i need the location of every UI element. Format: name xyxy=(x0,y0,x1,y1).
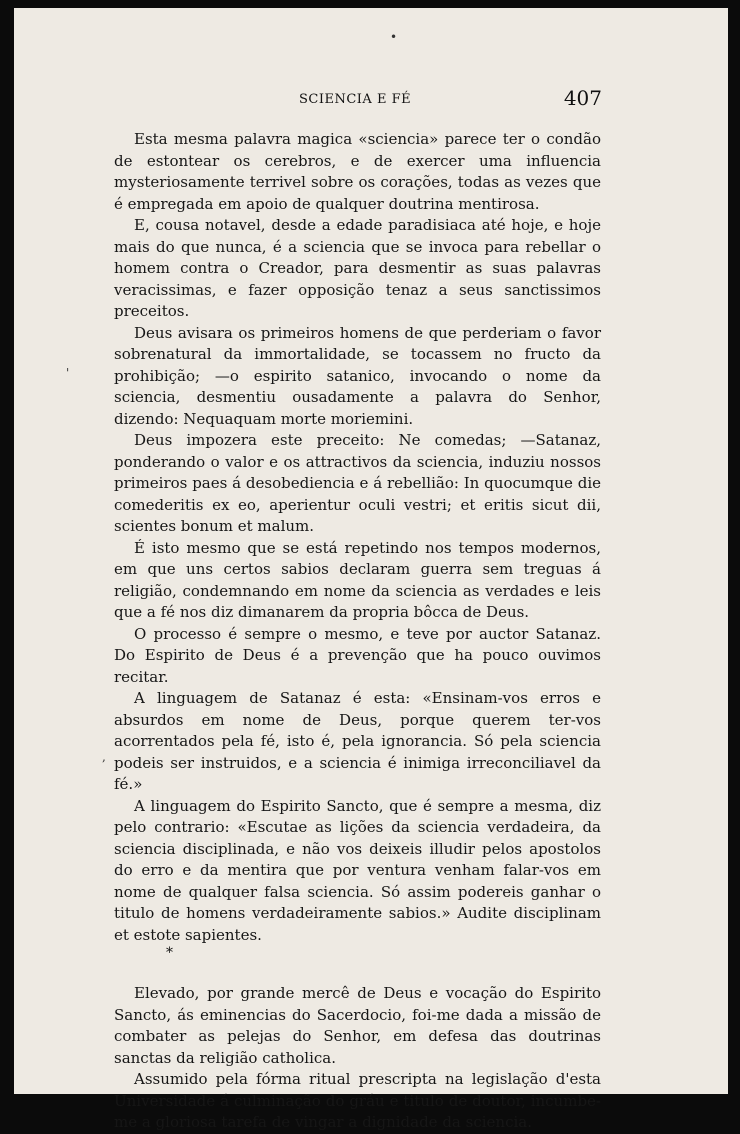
margin-mark: ' xyxy=(66,366,70,380)
running-title: SCIENCIA E FÉ xyxy=(299,92,412,107)
paragraph: É isto mesmo que se está repetindo nos tempos modernos, em que uns certos sabios declaram guerra sem treguas á religião, condemnando em nome da sciencia as verdades e leis que a fé nos diz dimanarem da propria bôcca de Deus. xyxy=(114,538,601,621)
margin-mark: , xyxy=(102,750,106,764)
section-break xyxy=(114,946,601,983)
paragraph: Esta mesma palavra magica «sciencia» parece ter o condão de estontear os cerebros, e de exercer uma influencia mysteriosamente terrivel sobre os corações, todas as vezes que é empregada em apoio de qualquer doutrina mentirosa. xyxy=(114,130,601,213)
paragraph: Elevado, por grande mercê de Deus e vocação do Espirito Sancto, ás eminencias do Sacerdocio, foi-me dada a missão de combater as pelejas do Senhor, em defesa das doutrinas sanctas da religião catholica. xyxy=(114,984,601,1067)
paragraph: O processo é sempre o mesmo, e teve por auctor Satanaz. Do Espirito de Deus é a prevenção que ha pouco ouvimos recitar. xyxy=(114,624,601,686)
paragraph: A linguagem do Espirito Sancto, que é sempre a mesma, diz pelo contrario: «Escutae as lições da sciencia verdadeira, da sciencia disciplinada, e não vos deixeis illudir pelos apostolos do erro e da mentira que por ventura venham falar-vos em nome de qualquer falsa sciencia. Só assim podereis ganhar o titulo de homens verdadeiramente sabios.» Audite disciplinam et estote sapientes. xyxy=(114,796,601,944)
paragraph: E, cousa notavel, desde a edade paradisiaca até hoje, e hoje mais do que nunca, é a sciencia que se invoca para rebellar o homem contra o Creador, para desmentir as suas palavras veracissimas, e fazer opposição tenaz a seus sanctissimos preceitos. xyxy=(114,216,601,320)
paragraph: Deus impozera este preceito: Ne comedas; —Satanaz, ponderando o valor e os attractivos da sciencia, induziu nossos primeiros paes á desobediencia e á rebellião: In quocumque die comederitis ex eo, aperientur oculi vestri; et eritis sicut dii, scientes bonum et malum. xyxy=(114,431,601,535)
paragraph: Assumido pela fórma ritual prescripta na legislação d'esta Universidade á culminação do gráu e titulo de doutor, incumbe-me a gloriosa tarefa de vingar a dignidade da sciencia. xyxy=(114,1070,601,1131)
page-header xyxy=(114,86,630,116)
paragraph: Deus avisara os primeiros homens de que perderiam o favor sobrenatural da immortalidade, se tocassem no fructo da prohibição; —o espirito satanico, invocando o nome da sciencia, desmentiu ousadamente a palavra do Senhor, dizendo: Nequaquam morte moriemini. xyxy=(114,323,601,428)
body-text xyxy=(114,129,601,1134)
margin-mark: • xyxy=(390,30,398,44)
paragraph: A linguagem de Satanaz é esta: «Ensinam-vos erros e absurdos em nome de Deus, porque querem ter-vos acorrentados pela fé, isto é, pela ignorancia. Só pela sciencia podeis ser instruidos, e a sciencia é inimiga irreconciliavel da fé.» xyxy=(114,689,601,793)
book-page xyxy=(14,8,728,1131)
footer-asterisk: * xyxy=(166,945,173,961)
page-number: 407 xyxy=(563,86,602,110)
